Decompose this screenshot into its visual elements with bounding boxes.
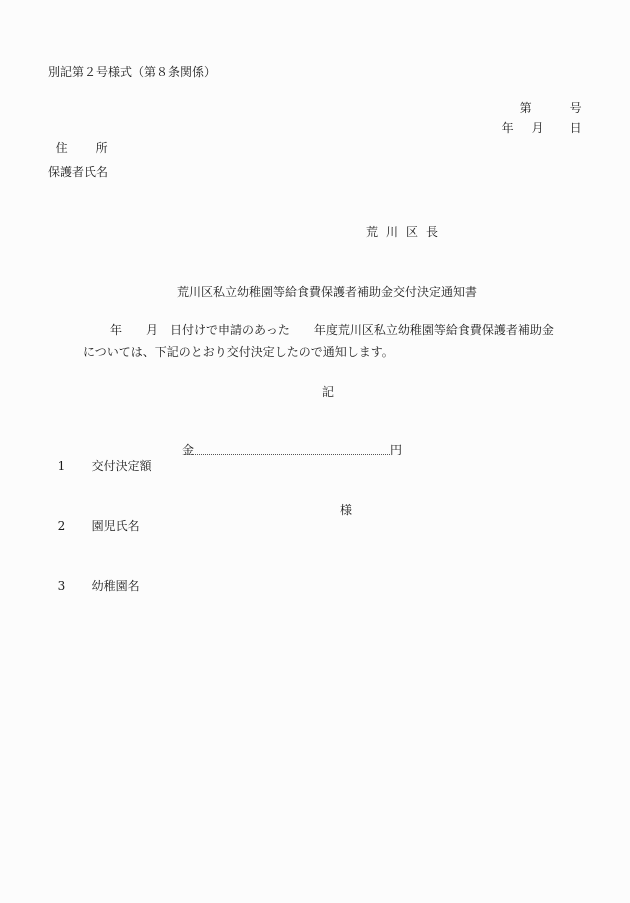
item-grant-amount — [50, 442, 152, 474]
ki-heading: 記 — [322, 385, 335, 399]
amount-suffix: 円 — [389, 443, 402, 457]
amount-prefix: 金 — [182, 443, 195, 457]
item-label: 幼稚園名 — [91, 579, 140, 593]
address-label-char2: 所 — [95, 141, 108, 155]
guardian-name-label: 保護者氏名 — [48, 165, 109, 179]
date-day: 日 — [569, 121, 582, 135]
item-number: 3 — [57, 579, 66, 593]
number-suffix: 号 — [569, 101, 582, 115]
date-month: 月 — [531, 121, 544, 135]
address-label — [48, 124, 108, 156]
item-number: 2 — [57, 519, 66, 533]
date-line — [494, 104, 582, 136]
item-child-name — [50, 502, 140, 534]
document-title: 荒川区私立幼稚園等給食費保護者補助金交付決定通知書 — [177, 285, 478, 299]
date-year: 年 — [501, 121, 514, 135]
address-label-char1: 住 — [55, 141, 68, 155]
amount-dotted-line — [184, 454, 390, 455]
item-label: 交付決定額 — [91, 459, 152, 473]
body-text-line-2: については、下記のとおり交付決定したので通知します。 — [83, 345, 394, 359]
honorific-suffix: 様 — [340, 503, 353, 517]
item-kindergarten-name — [50, 562, 140, 594]
body-text-line-1: 年 月 日付けで申請のあった 年度荒川区私立幼稚園等給食費保護者補助金 — [110, 323, 554, 337]
number-prefix: 第 — [519, 101, 532, 115]
item-number: 1 — [57, 459, 66, 473]
item-label: 園児氏名 — [91, 519, 140, 533]
issuer-name: 荒川区長 — [366, 225, 447, 239]
amount-field — [182, 442, 402, 458]
form-identifier: 別記第２号様式（第８条関係） — [48, 65, 217, 79]
